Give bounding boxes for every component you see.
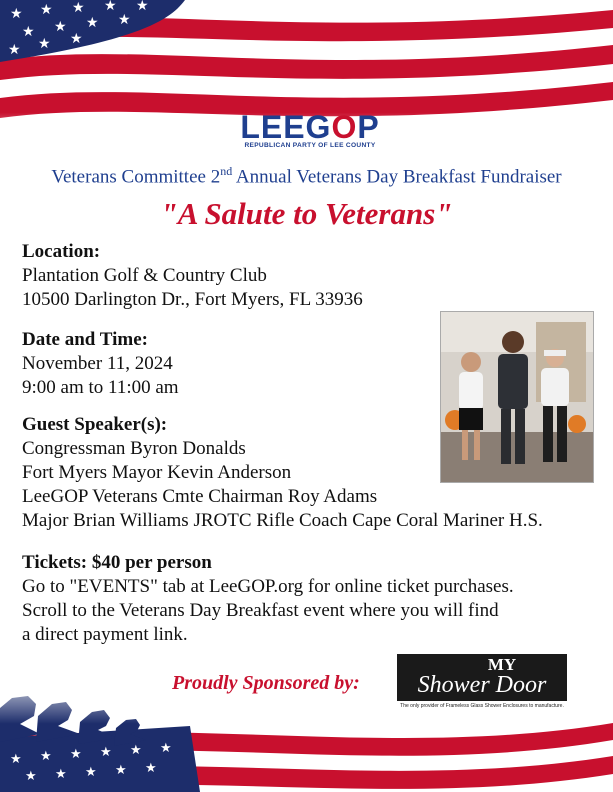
sponsor-logo-line1: MY [487,655,517,674]
sponsor-logo-line2: Shower Door [417,672,547,698]
sponsor-label: Proudly Sponsored by: [172,672,360,694]
speaker-line: LeeGOP Veterans Cmte Chairman Roy Adams [22,486,378,507]
speaker-line: Fort Myers Mayor Kevin Anderson [22,462,292,483]
speakers-section [22,413,543,533]
sponsor-logo [397,654,567,701]
tickets-line: a direct payment link. [22,624,188,645]
sponsor-tagline: The only provider of Frameless Glass Shower Enclosures to manufacture. [400,703,564,709]
date-line: November 11, 2024 [22,353,173,374]
tickets-line: Go to "EVENTS" tab at LeeGOP.org for online ticket purchases. [22,576,514,597]
speaker-line: Major Brian Williams JROTC Rifle Coach Cape Coral Mariner H.S. [22,510,543,531]
logo-subtitle: REPUBLICAN PARTY OF LEE COUNTY [244,142,376,149]
speakers-heading: Guest Speaker(s): [22,414,168,435]
datetime-heading: Date and Time: [22,329,148,350]
datetime-section [22,328,179,400]
location-section [22,240,363,312]
leegop-logo [230,110,390,149]
event-title: Veterans Committee 2nd Annual Veterans Day Breakfast Fundraiser [51,164,562,188]
tickets-section [22,551,514,647]
location-line: 10500 Darlington Dr., Fort Myers, FL 33936 [22,289,363,310]
logo-wordmark: LEEGOP [240,109,380,145]
speaker-line: Congressman Byron Donalds [22,438,246,459]
location-line: Plantation Golf & Country Club [22,265,267,286]
location-heading: Location: [22,241,101,262]
time-line: 9:00 am to 11:00 am [22,377,179,398]
event-slogan: "A Salute to Veterans" [160,196,453,231]
tickets-line: Scroll to the Veterans Day Breakfast event where you will find [22,600,499,621]
tickets-heading: Tickets: $40 per person [22,552,212,573]
